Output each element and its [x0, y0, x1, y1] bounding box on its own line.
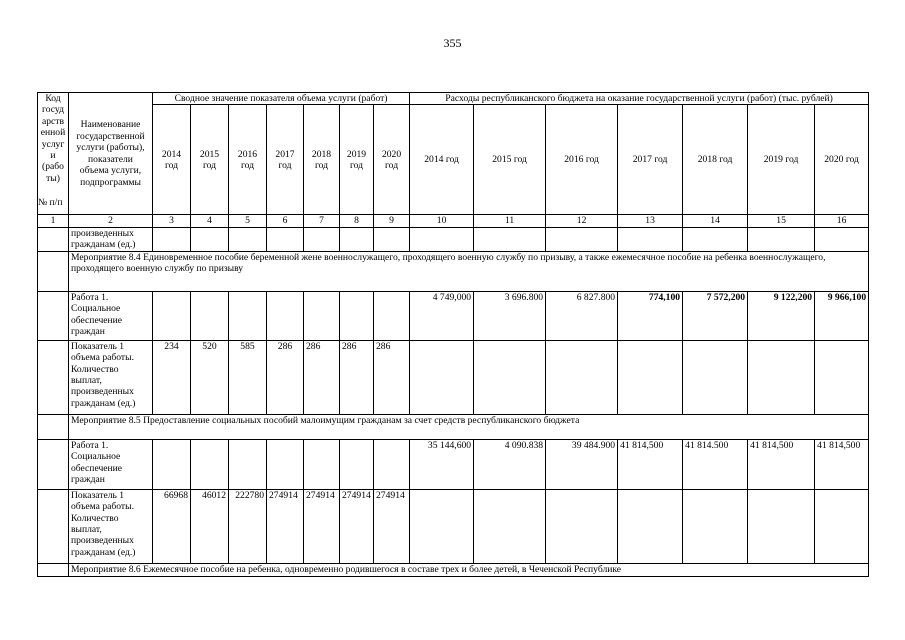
volume-year-header: 2017 год	[267, 105, 304, 215]
col-number: 10	[410, 215, 474, 227]
column-number-row	[38, 215, 869, 227]
volume-value: 274914	[304, 489, 340, 563]
col-number: 16	[815, 215, 869, 227]
volume-value: 274914	[374, 489, 410, 563]
volume-year-header: 2015 год	[191, 105, 229, 215]
indicator-name: Показатель 1 объема работы. Количество выплат, произведенных гражданам (ед.)	[69, 340, 153, 414]
volume-year-header: 2020 год	[374, 105, 410, 215]
expense-year-header: 2019 год	[748, 105, 815, 215]
col-number: 6	[267, 215, 304, 227]
expense-year-header: 2015 год	[474, 105, 546, 215]
col-number: 1	[38, 215, 69, 227]
work-name: Работа 1. Социальное обеспечение граждан	[69, 439, 153, 489]
expense-value: 39 484.900	[546, 439, 618, 489]
volume-value: 222780	[229, 489, 267, 563]
expense-year-header: 2016 год	[546, 105, 618, 215]
name-header: Наименование государственной услуги (работы), показатели объема услуги, подпрограммы	[69, 93, 153, 215]
expense-value: 9 966,100	[815, 291, 869, 340]
table-row	[38, 439, 869, 489]
table-row	[38, 291, 869, 340]
expense-value: 4 090.838	[474, 439, 546, 489]
table-row	[38, 227, 869, 251]
expense-value: 35 144,600	[410, 439, 474, 489]
volume-value: 46012	[191, 489, 229, 563]
volume-year-header: 2018 год	[304, 105, 340, 215]
volume-value: 274914	[340, 489, 374, 563]
expense-year-header: 2020 год	[815, 105, 869, 215]
volume-group-header: Сводное значение показателя объема услуги (работ)	[153, 93, 410, 105]
col-number: 12	[546, 215, 618, 227]
expense-value: 41 814.500	[683, 439, 748, 489]
measure-row	[38, 414, 869, 439]
table-row	[38, 489, 869, 563]
volume-value: 274914	[267, 489, 304, 563]
volume-value: 286	[267, 340, 304, 414]
measure-title: Мероприятие 8.6 Ежемесячное пособие на ребенка, одновременно родившегося в составе трех и более детей, в Чеченской Республике	[69, 563, 869, 576]
page-number: 355	[443, 36, 462, 50]
measure-title: Мероприятие 8.4 Единовременное пособие беременной жене военнослужащего, проходящего военную службу по призыву, а также ежемесячное пособие на ребенка военнослужащего, проходящего военную службу по призыву	[69, 251, 869, 291]
expense-value: 7 572,200	[683, 291, 748, 340]
col-number: 14	[683, 215, 748, 227]
expense-year-header: 2014 год	[410, 105, 474, 215]
col-number: 15	[748, 215, 815, 227]
expense-value: 774,100	[618, 291, 683, 340]
volume-year-header: 2014 год	[153, 105, 191, 215]
col-number: 2	[69, 215, 153, 227]
budget-table	[37, 92, 869, 577]
expense-group-header: Расходы республиканского бюджета на оказание государственной услуги (работ) (тыс. рублей)	[410, 93, 869, 105]
indicator-name: произведенных гражданам (ед.)	[69, 227, 153, 251]
expense-value: 3 696.800	[474, 291, 546, 340]
expense-value: 6 827.800	[546, 291, 618, 340]
col-number: 7	[304, 215, 340, 227]
measure-row	[38, 251, 869, 291]
table-row	[38, 340, 869, 414]
col-number: 4	[191, 215, 229, 227]
volume-year-header: 2019 год	[340, 105, 374, 215]
expense-year-header: 2018 год	[683, 105, 748, 215]
volume-value: 66968	[153, 489, 191, 563]
expense-value: 4 749,000	[410, 291, 474, 340]
work-name: Работа 1. Социальное обеспечение граждан	[69, 291, 153, 340]
col-number: 13	[618, 215, 683, 227]
volume-value: 585	[229, 340, 267, 414]
volume-value: 286	[304, 340, 340, 414]
expense-value: 41 814,500	[815, 439, 869, 489]
volume-value: 520	[191, 340, 229, 414]
volume-value: 234	[153, 340, 191, 414]
measure-title: Мероприятие 8.5 Предоставление социальных пособий малоимущим гражданам за счет средств республиканского бюджета	[69, 414, 869, 439]
code-header: Код госуд арств енной услуг и (рабо ты) № п/п	[38, 93, 69, 215]
expense-year-header: 2017 год	[618, 105, 683, 215]
expense-value: 41 814,500	[618, 439, 683, 489]
expense-value: 9 122,200	[748, 291, 815, 340]
expense-value: 41 814,500	[748, 439, 815, 489]
volume-value: 286	[340, 340, 374, 414]
col-number: 3	[153, 215, 191, 227]
col-number: 5	[229, 215, 267, 227]
col-number: 11	[474, 215, 546, 227]
col-number: 9	[374, 215, 410, 227]
col-number: 8	[340, 215, 374, 227]
volume-value: 286	[374, 340, 410, 414]
measure-row	[38, 563, 869, 576]
indicator-name: Показатель 1 объема работы. Количество выплат, произведенных гражданам (ед.)	[69, 489, 153, 563]
volume-year-header: 2016 год	[229, 105, 267, 215]
